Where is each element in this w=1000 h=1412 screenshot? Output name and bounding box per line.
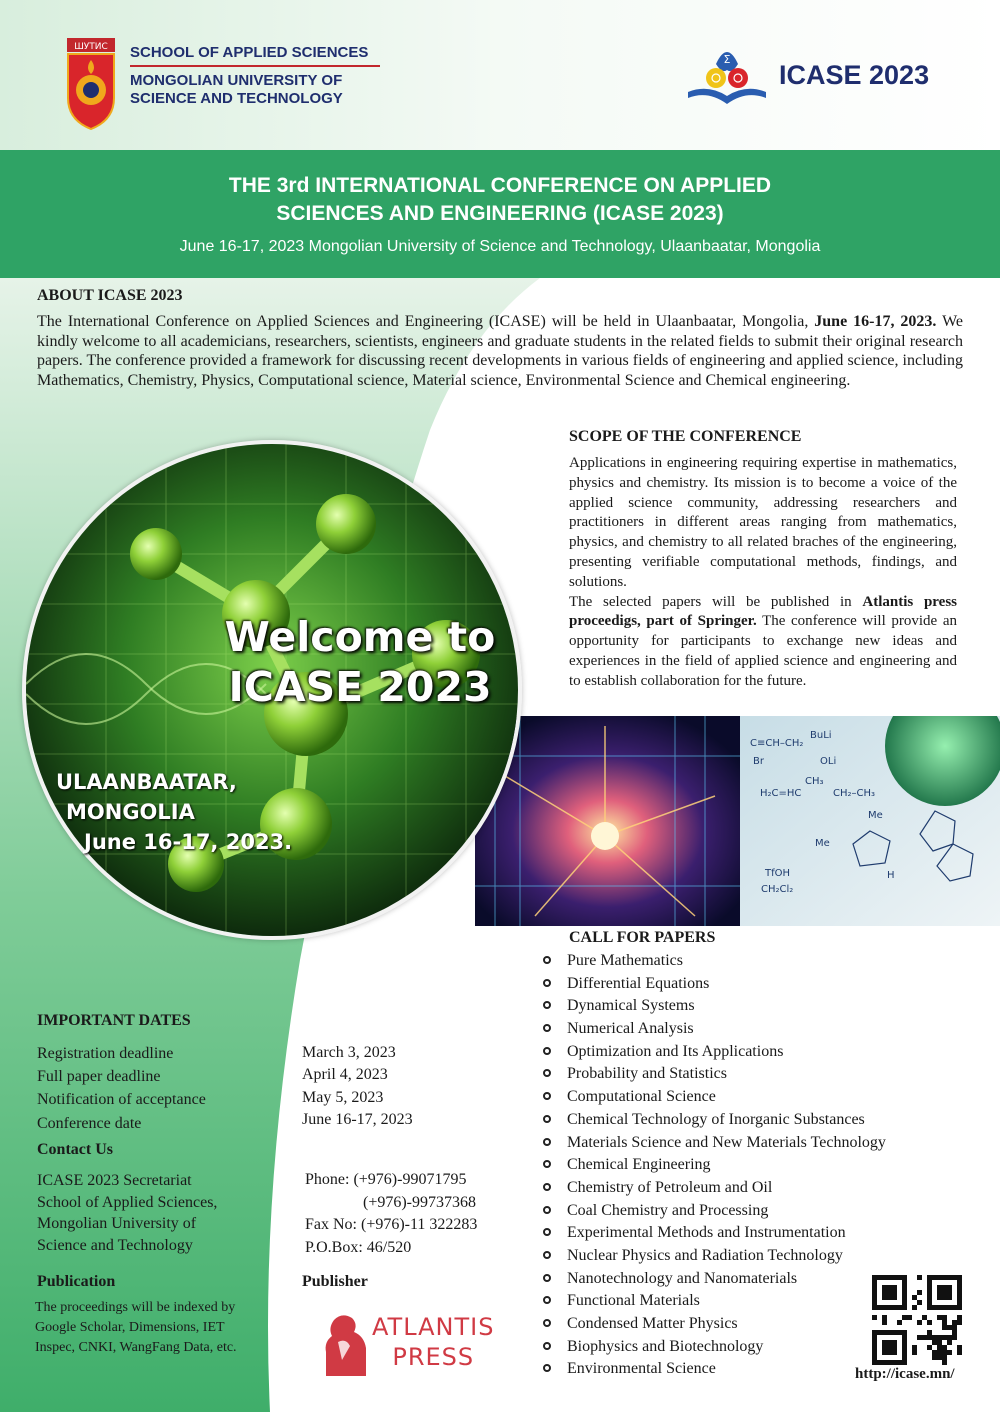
topic-label: Nanotechnology and Nanomaterials (567, 1269, 798, 1287)
topic-item (543, 1132, 963, 1155)
topic-label: Nuclear Physics and Radiation Technology (567, 1246, 843, 1264)
welcome-line2: ICASE 2023 (228, 663, 492, 711)
date-value: May 5, 2023 (302, 1088, 384, 1106)
contact-line: Science and Technology (37, 1236, 193, 1254)
topic-item (543, 973, 963, 996)
about-text-part1: The International Conference on Applied Sciences and Engineering (ICASE) will be held in Ulaanbaatar, Mongolia, (37, 313, 815, 330)
topic-label: Probability and Statistics (567, 1065, 727, 1083)
about-text-part2: We kindly welcome to all academicians, researchers, scientists, engineers and graduate students in the related fields to submit their original research papers. The conference provided a framework for discussing recent developments in various fields of engineering and applied science, including Mathematics, Chemistry, Physics, Computational science, Material science, Environmental Science and Chemical engineering. (37, 313, 964, 389)
circle-bullet-icon (543, 1115, 551, 1123)
circle-bullet-icon (543, 1001, 551, 1009)
circle-bullet-icon (543, 979, 551, 987)
date-label: Conference date (37, 1114, 142, 1132)
location-line1: ULAANBAATAR, (56, 770, 237, 794)
location-dates: June 16-17, 2023. (84, 830, 293, 854)
formula-label: C≡CH–CH₂ (750, 738, 804, 749)
topic-label: Differential Equations (567, 974, 710, 992)
conference-short-name: ICASE 2023 (779, 60, 930, 90)
formula-label: H₂C=HC (760, 788, 802, 799)
topic-label: Experimental Methods and Instrumentation (567, 1224, 846, 1242)
topic-item (543, 995, 963, 1018)
welcome-heading (170, 612, 550, 712)
circle-bullet-icon (543, 1251, 551, 1259)
circle-bullet-icon (543, 1047, 551, 1055)
topic-label: Computational Science (567, 1088, 716, 1106)
circle-bullet-icon (543, 1183, 551, 1191)
scope-heading: SCOPE OF THE CONFERENCE (569, 428, 802, 445)
phone-number: Phone: (+976)-99071795 (305, 1171, 467, 1188)
scope-paragraph2-part2: The conference will provide an opportunity for participants to exchange new ideas and experiences in the field of applied science and engineering and to establish collaboration for the future. (569, 613, 957, 689)
publisher-label: Publisher (302, 1273, 368, 1290)
date-label: Registration deadline (37, 1045, 174, 1062)
formula-label: H (887, 870, 895, 881)
university-name-line1: MONGOLIAN UNIVERSITY OF (130, 72, 343, 89)
topic-label: Condensed Matter Physics (567, 1315, 738, 1332)
circle-bullet-icon (543, 1319, 551, 1327)
circle-bullet-icon (543, 1274, 551, 1282)
logo-caption: ШУТИС (74, 42, 108, 52)
university-shield-logo (66, 38, 116, 130)
conference-title-line1: THE 3rd INTERNATIONAL CONFERENCE ON APPLIED (228, 174, 772, 197)
topic-label: Environmental Science (567, 1360, 716, 1378)
conference-title (150, 172, 850, 228)
publication-heading: Publication (37, 1273, 116, 1290)
publisher-line1: ATLANTIS (372, 1313, 495, 1341)
formula-label: CH₃ (805, 776, 824, 787)
contact-line: School of Applied Sciences, (37, 1193, 218, 1211)
topic-label: Chemical Engineering (567, 1156, 711, 1174)
about-text-dates: June 16-17, 2023. (814, 313, 937, 330)
topic-label: Functional Materials (567, 1292, 700, 1310)
date-value: June 16-17, 2023 (302, 1111, 413, 1129)
date-label: Notification of acceptance (37, 1091, 206, 1109)
contact-numbers (305, 1169, 477, 1259)
publication-text: The proceedings will be indexed by Google Scholar, Dimensions, IET Inspec, CNKI, WangFang Data, etc. (35, 1300, 237, 1355)
icase-logo (686, 40, 768, 110)
about-heading: ABOUT ICASE 2023 (37, 287, 183, 304)
conference-subtitle: June 16-17, 2023 Mongolian University of Science and Technology, Ulaanbaatar, Mongolia (179, 238, 821, 255)
sigma-symbol: Σ (723, 53, 731, 66)
topic-item (543, 1086, 963, 1109)
circle-bullet-icon (543, 1206, 551, 1214)
scope-paragraph2-publisher: Atlantis press proceedigs, part of Springer. (569, 593, 958, 630)
university-name-line2: SCIENCE AND TECHNOLOGY (130, 90, 343, 107)
important-dates-labels (37, 1042, 206, 1135)
scope-paragraph2 (569, 593, 957, 692)
date-value: March 3, 2023 (302, 1044, 396, 1061)
circle-bullet-icon (543, 1296, 551, 1304)
formula-label: Me (815, 838, 830, 849)
topic-label: Coal Chemistry and Processing (567, 1201, 769, 1219)
topic-item (543, 1018, 963, 1041)
topic-label: Pure Mathematics (567, 952, 683, 969)
date-label: Full paper deadline (37, 1068, 161, 1086)
topic-item (543, 950, 963, 973)
contact-line: Mongolian University of (37, 1215, 197, 1232)
date-value: April 4, 2023 (302, 1066, 388, 1084)
scope-paragraph1: Applications in engineering requiring expertise in mathematics, physics and chemistry. Its mission is to become a voice of the applied science community, addressing researchers and practitioners in different areas ranging from mathematics, physics, and chemistry to all related braches of the engineering, presenting verifiable computational methods, findings, and solutions. (569, 455, 957, 590)
topic-item (543, 1200, 963, 1223)
formula-label: TfOH (765, 868, 791, 879)
conference-title-line2: SCIENCES AND ENGINEERING (ICASE 2023) (276, 202, 724, 225)
location-line2: MONGOLIA (66, 800, 195, 824)
formula-label: CH₂–CH₃ (833, 788, 876, 799)
circle-bullet-icon (543, 1092, 551, 1100)
topic-item (543, 1041, 963, 1064)
circle-bullet-icon (543, 956, 551, 964)
topic-label: Numerical Analysis (567, 1020, 694, 1038)
topic-item (543, 1222, 963, 1245)
phone-number-alt: (+976)-99737368 (363, 1193, 477, 1211)
topic-item (543, 1109, 963, 1132)
fax-number: Fax No: (+976)-11 322283 (305, 1216, 478, 1233)
important-dates-values (302, 1042, 413, 1132)
formula-label: BuLi (810, 730, 832, 741)
circle-bullet-icon (543, 1364, 551, 1372)
website-link[interactable]: http://icase.mn/ (855, 1366, 955, 1382)
topic-item (543, 1063, 963, 1086)
school-name: SCHOOL OF APPLIED SCIENCES (130, 44, 380, 67)
formula-label: OLi (820, 756, 837, 767)
contact-heading: Contact Us (37, 1141, 113, 1158)
circle-bullet-icon (543, 1069, 551, 1077)
call-for-papers-heading: CALL FOR PAPERS (569, 929, 716, 946)
circle-bullet-icon (543, 1160, 551, 1168)
topic-label: Chemical Technology of Inorganic Substances (567, 1110, 865, 1128)
topic-label: Optimization and Its Applications (567, 1042, 784, 1060)
circle-bullet-icon (543, 1228, 551, 1236)
formula-label: Br (753, 756, 764, 767)
topic-label: Dynamical Systems (567, 997, 695, 1015)
formula-label: CH₂Cl₂ (761, 884, 794, 895)
topic-label: Materials Science and New Materials Technology (567, 1133, 886, 1151)
welcome-line1: Welcome to (224, 613, 496, 661)
scope-paragraph2-part1: The selected papers will be published in (569, 593, 863, 610)
circle-bullet-icon (543, 1342, 551, 1350)
topic-item (543, 1154, 963, 1177)
contact-address (37, 1170, 217, 1256)
circle-bullet-icon (543, 1138, 551, 1146)
po-box: P.O.Box: 46/520 (305, 1238, 412, 1256)
topic-item (543, 1245, 963, 1268)
science-photo-strip (475, 716, 1000, 926)
publisher-wordmark (372, 1312, 494, 1372)
qr-code[interactable] (872, 1275, 962, 1365)
scope-text (569, 454, 957, 692)
important-dates-heading: IMPORTANT DATES (37, 1012, 191, 1029)
circle-bullet-icon (543, 1024, 551, 1032)
about-text (37, 312, 963, 390)
publisher-line2: PRESS (392, 1343, 475, 1371)
formula-label: Me (868, 810, 883, 821)
topic-label: Biophysics and Biotechnology (567, 1337, 764, 1355)
contact-line: ICASE 2023 Secretariat (37, 1172, 192, 1189)
topic-label: Chemistry of Petroleum and Oil (567, 1178, 773, 1196)
topic-item (543, 1177, 963, 1200)
school-name-block (130, 44, 380, 108)
